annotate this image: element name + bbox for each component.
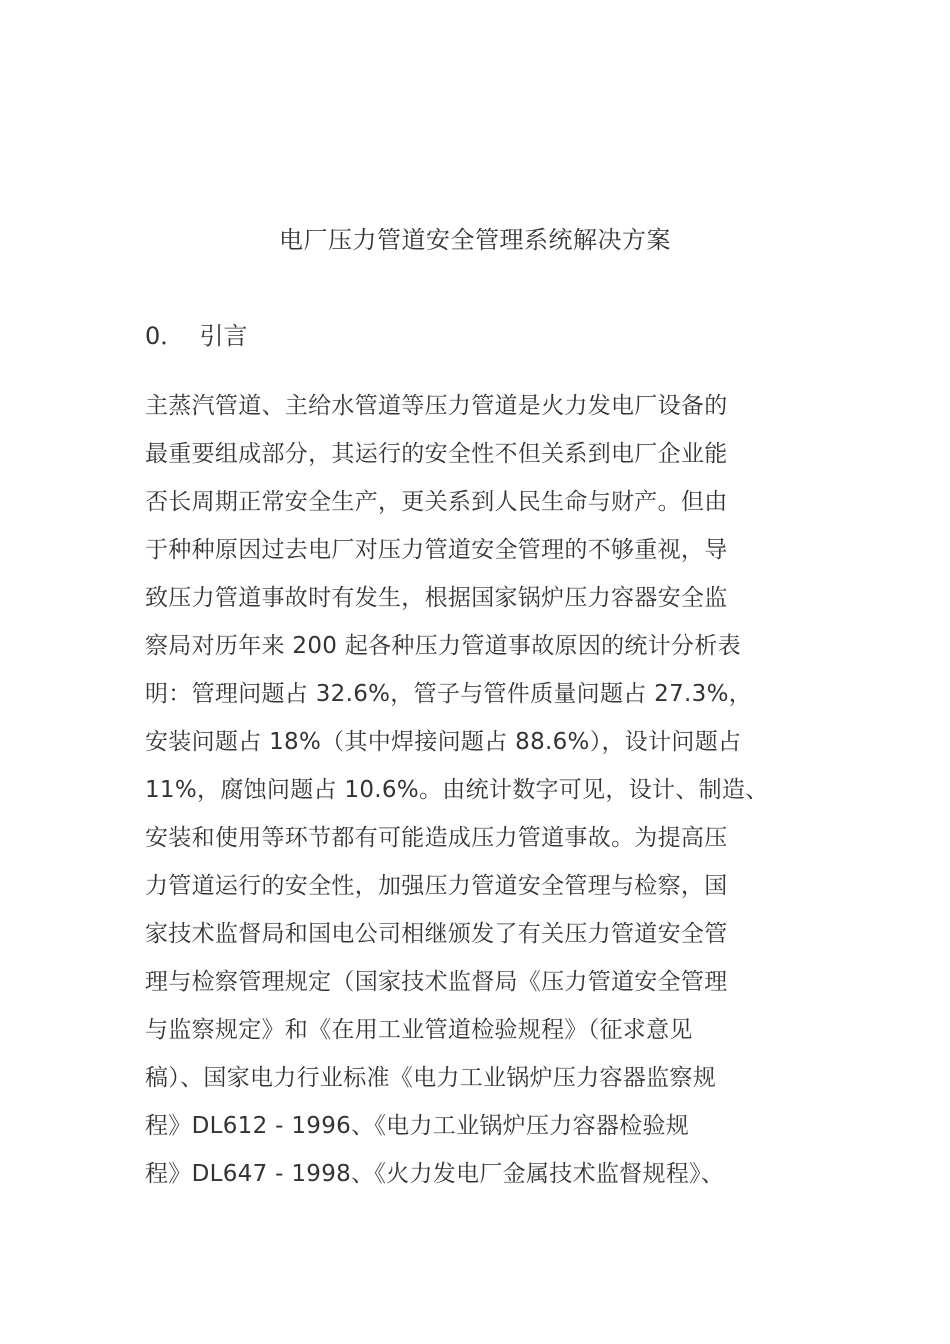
paragraph-line: 否长周期正常安全生产，更关系到人民生命与财产。但由 — [145, 489, 728, 515]
paragraph-line: 程》DL612 - 1996、《电力工业锅炉压力容器检验规 — [145, 1113, 690, 1139]
paragraph-line: 理与检察管理规定（国家技术监督局《压力管道安全管理 — [145, 969, 728, 995]
body-paragraph — [145, 388, 845, 1204]
paragraph-line: 明：管理问题占 32.6%，管子与管件质量问题占 27.3%， — [145, 681, 753, 707]
paragraph-line: 致压力管道事故时有发生，根据国家锅炉压力容器安全监 — [145, 585, 728, 611]
paragraph-line: 稿）、国家电力行业标准《电力工业锅炉压力容器监察规 — [145, 1065, 716, 1091]
paragraph-line: 力管道运行的安全性，加强压力管道安全管理与检察，国 — [145, 873, 728, 899]
paragraph-line: 程》DL647 - 1998、《火力发电厂金属技术监督规程》、 — [145, 1161, 725, 1187]
paragraph-line: 与监察规定》和《在用工业管道检验规程》（征求意见 — [145, 1017, 693, 1043]
section-heading-introduction: 0． 引言 — [145, 322, 248, 350]
paragraph-line: 家技术监督局和国电公司相继颁发了有关压力管道安全管 — [145, 921, 728, 947]
paragraph-line: 察局对历年来 200 起各种压力管道事故原因的统计分析表 — [145, 633, 741, 659]
paragraph-line: 11%，腐蚀问题占 10.6%。由统计数字可见，设计、制造、 — [145, 777, 769, 803]
paragraph-line: 于种种原因过去电厂对压力管道安全管理的不够重视，导 — [145, 537, 728, 563]
paragraph-line: 安装和使用等环节都有可能造成压力管道事故。为提高压 — [145, 825, 728, 851]
paragraph-line: 最重要组成部分，其运行的安全性不但关系到电厂企业能 — [145, 441, 728, 467]
document-title: 电厂压力管道安全管理系统解决方案 — [279, 226, 671, 254]
paragraph-line: 主蒸汽管道、主给水管道等压力管道是火力发电厂设备的 — [145, 393, 728, 419]
paragraph-line: 安装问题占 18%（其中焊接问题占 88.6%），设计问题占 — [145, 729, 742, 755]
